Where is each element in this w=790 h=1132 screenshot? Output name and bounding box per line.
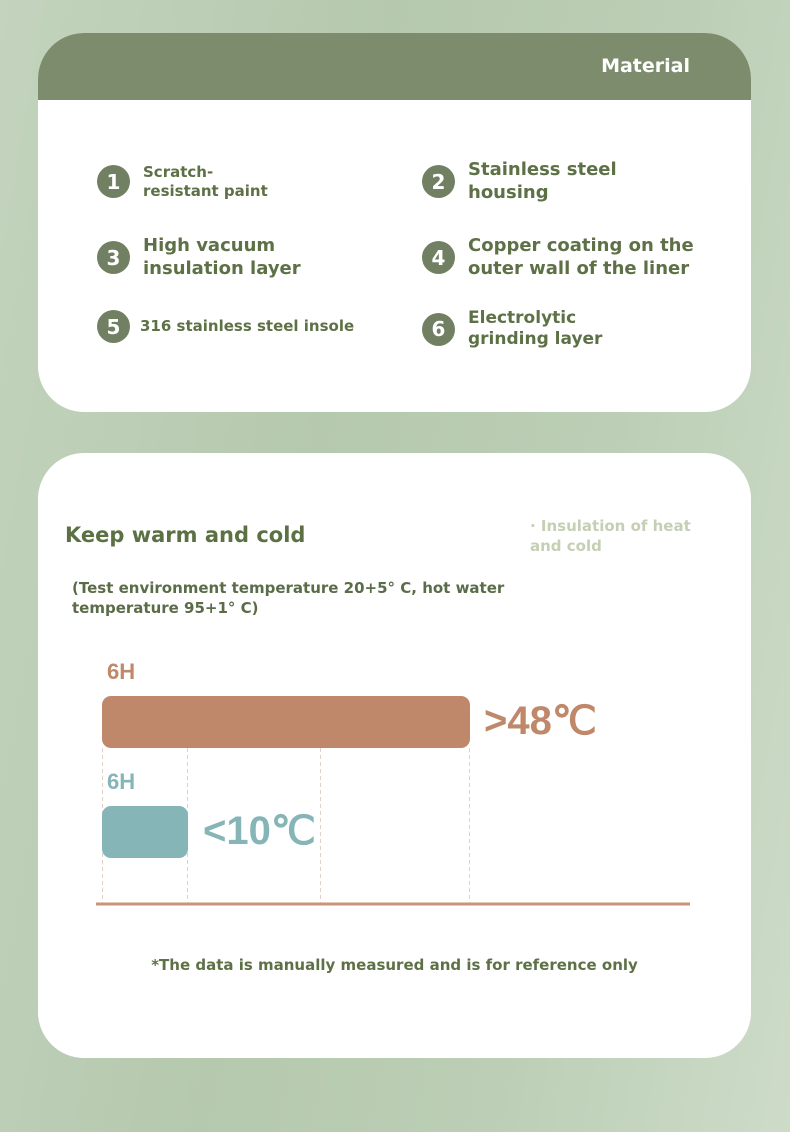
feature-number: 1 xyxy=(97,165,130,198)
feature-label: Stainless steel housing xyxy=(468,159,617,203)
feature-label: High vacuum insulation layer xyxy=(143,235,301,279)
feature-item-3 xyxy=(97,235,301,280)
bar-time-label-hot: 6H xyxy=(107,659,136,684)
material-header xyxy=(38,33,751,100)
feature-label: Copper coating on the outer wall of the liner xyxy=(468,235,694,279)
material-card xyxy=(38,33,751,412)
bar-hot xyxy=(102,696,470,748)
bar-cold xyxy=(102,806,188,858)
test-environment-note: (Test environment temperature 20+5° C, hot water temperature 95+1° C) xyxy=(72,579,505,618)
keep-warm-card xyxy=(38,453,751,1058)
feature-item-5 xyxy=(97,310,354,343)
insulation-chart xyxy=(38,453,751,933)
material-title: Material xyxy=(601,55,690,77)
disclaimer-footnote: *The data is manually measured and is for reference only xyxy=(151,956,638,974)
feature-number: 6 xyxy=(422,313,455,346)
insulation-note: · Insulation of heat and cold xyxy=(530,517,691,555)
feature-number: 3 xyxy=(97,241,130,274)
bar-time-label-cold: 6H xyxy=(107,769,136,794)
feature-item-6 xyxy=(422,308,602,351)
bar-value-label-hot: >48℃ xyxy=(484,699,597,743)
feature-item-2 xyxy=(422,159,617,204)
feature-label: Electrolytic grinding layer xyxy=(468,308,603,350)
feature-number: 2 xyxy=(422,165,455,198)
feature-number: 4 xyxy=(422,241,455,274)
feature-item-1 xyxy=(97,163,268,201)
feature-item-4 xyxy=(422,235,694,280)
feature-number: 5 xyxy=(97,310,130,343)
feature-label: 316 stainless steel insole xyxy=(140,317,355,336)
section-title: Keep warm and cold xyxy=(65,523,306,547)
feature-label: Scratch- resistant paint xyxy=(143,163,268,200)
bar-value-label-cold: <10℃ xyxy=(203,809,316,853)
